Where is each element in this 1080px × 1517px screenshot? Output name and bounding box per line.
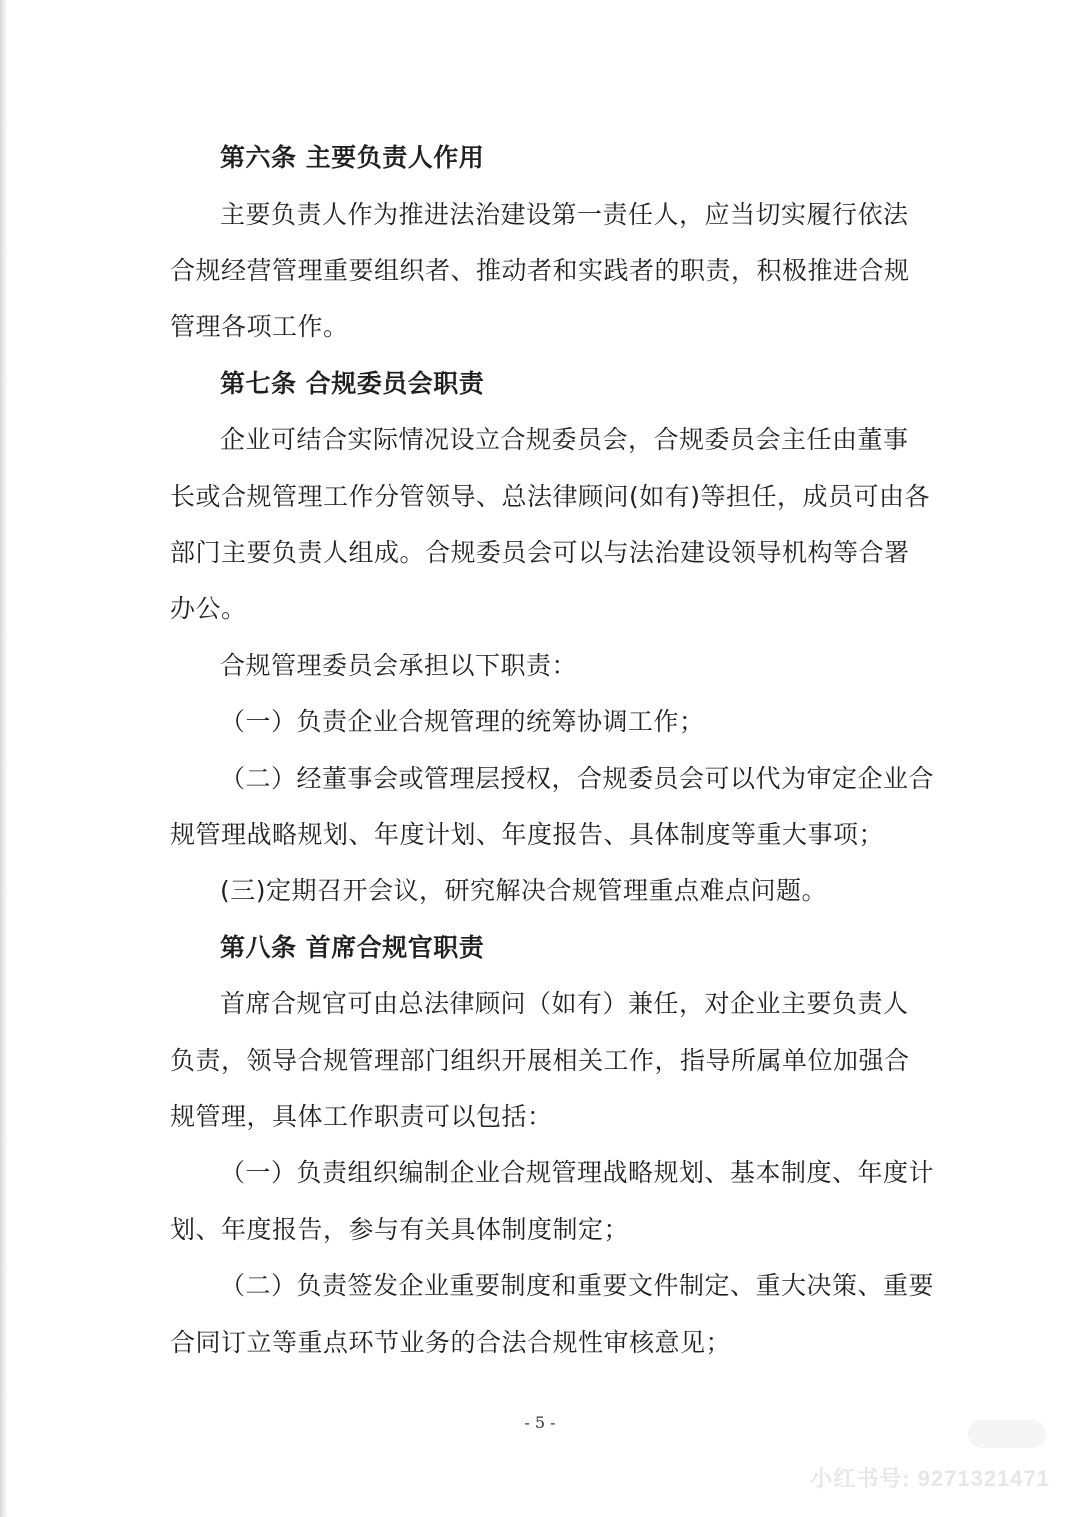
paragraph-line: 规管理，具体工作职责可以包括：: [170, 1102, 553, 1131]
paragraph-line: 划、年度报告，参与有关具体制度制定；: [170, 1215, 630, 1244]
paragraph-line: 合规经营管理重要组织者、推动者和实践者的职责，积极推进合规: [170, 256, 910, 285]
paragraph-line: 主要负责人作为推进法治建设第一责任人，应当切实履行依法: [220, 200, 909, 229]
article-7-heading: 第七条 合规委员会职责: [220, 369, 485, 398]
paragraph-line: 负责，领导合规管理部门组织开展相关工作，指导所属单位加强合: [170, 1046, 910, 1075]
watermark-text: 小红书号: 9271321471: [810, 1466, 1050, 1491]
paragraph-line: 部门主要负责人组成。合规委员会可以与法治建设领导机构等合署: [170, 538, 910, 567]
paragraph-line: 合规管理委员会承担以下职责：: [220, 651, 578, 680]
list-item: （一）负责企业合规管理的统筹协调工作；: [220, 707, 705, 736]
watermark-badge: [968, 1420, 1046, 1448]
paragraph-line: 企业可结合实际情况设立合规委员会，合规委员会主任由董事: [220, 425, 909, 454]
paragraph-line: 长或合规管理工作分管领导、总法律顾问(如有)等担任，成员可由各: [170, 482, 931, 511]
paragraph-line: 办公。: [170, 594, 247, 623]
article-8-heading: 第八条 首席合规官职责: [220, 933, 485, 962]
list-item: (三)定期召开会议，研究解决合规管理重点难点问题。: [220, 876, 828, 905]
list-item: （二）经董事会或管理层授权，合规委员会可以代为审定企业合: [220, 764, 935, 793]
paragraph-line: 合同订立等重点环节业务的合法合规性审核意见；: [170, 1328, 732, 1357]
paragraph-line: 首席合规官可由总法律顾问（如有）兼任，对企业主要负责人: [220, 989, 909, 1018]
page-number: - 5 -: [524, 1413, 556, 1432]
paragraph-line: 规管理战略规划、年度计划、年度报告、具体制度等重大事项；: [170, 820, 885, 849]
article-6-heading: 第六条 主要负责人作用: [220, 143, 485, 172]
paragraph-line: 管理各项工作。: [170, 312, 349, 341]
list-item: （一）负责组织编制企业合规管理战略规划、基本制度、年度计: [220, 1158, 935, 1187]
list-item: （二）负责签发企业重要制度和重要文件制定、重大决策、重要: [220, 1271, 935, 1300]
